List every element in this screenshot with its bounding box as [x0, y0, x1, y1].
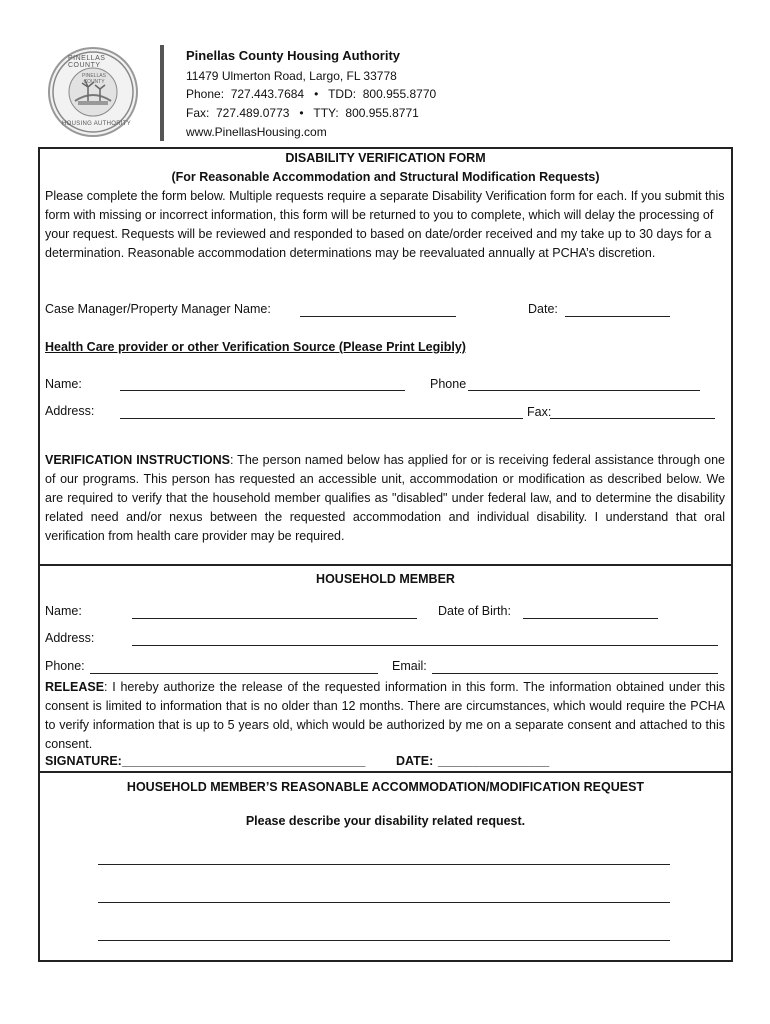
- release-label: RELEASE: [45, 680, 105, 694]
- provider-fax-field[interactable]: [550, 418, 715, 419]
- instructions-text: : The person named below has applied for or is receiving federal assistance through one of our programs. This person has requested an accessible unit, accommodation or modification as described below. We are required to verify that the household member qualifies as "disabled" under federal law, and to determine the disability related need and/or nexus between the requested accommodation and individual disability. I understand that oral verification from health care provider may be required.: [45, 453, 725, 543]
- org-address: 11479 Ulmerton Road, Largo, FL 33778: [186, 69, 397, 83]
- provider-phone-label: Phone: [430, 377, 467, 391]
- household-address-field[interactable]: [132, 645, 718, 646]
- household-heading: HOUSEHOLD MEMBER: [316, 572, 455, 586]
- provider-address-field[interactable]: [120, 418, 523, 419]
- case-manager-date-field[interactable]: [565, 316, 670, 317]
- org-name: Pinellas County Housing Authority: [186, 48, 401, 63]
- form-border: [38, 147, 733, 962]
- household-address-label: Address:: [45, 631, 95, 645]
- household-name-label: Name:: [45, 604, 82, 618]
- household-email-field[interactable]: [432, 673, 718, 674]
- provider-fax-label: Fax:: [527, 405, 552, 419]
- housing-authority-seal: [48, 47, 138, 137]
- household-email-label: Email:: [392, 659, 427, 673]
- header-divider: [160, 45, 164, 141]
- seal-bottom-text: HOUSING AUTHORITY: [62, 121, 132, 127]
- household-name-field[interactable]: [132, 618, 417, 619]
- provider-address-label: Address:: [45, 404, 95, 418]
- form-title: DISABILITY VERIFICATION FORM: [285, 151, 486, 165]
- seal-center-text: PINELLAS COUNTY: [82, 73, 106, 85]
- org-phone: Phone: 727.443.7684 • TDD: 800.955.8770: [186, 87, 437, 101]
- provider-name-label: Name:: [45, 377, 82, 391]
- release-statement: [45, 678, 725, 754]
- release-text: : I hereby authorize the release of the requested information in this form. The information obtained under this consent is limited to information that is no older than 12 months. There are circumstances, which would require the PCHA to verify information that is up to 5 years old, which would be authorized by me on a separate consent and attached to this consent.: [45, 680, 725, 751]
- section-divider-household: [38, 564, 733, 566]
- org-fax: Fax: 727.489.0773 • TTY: 800.955.8771: [186, 106, 419, 120]
- request-line-3[interactable]: [98, 940, 670, 941]
- request-line-2[interactable]: [98, 902, 670, 903]
- provider-heading: Health Care provider or other Verification Source (Please Print Legibly): [45, 340, 466, 354]
- signature-date-label: DATE:: [396, 754, 434, 768]
- request-heading: HOUSEHOLD MEMBER’S REASONABLE ACCOMMODATION/MODIFICATION REQUEST: [126, 780, 645, 794]
- request-line-1[interactable]: [98, 864, 670, 865]
- verification-instructions: [45, 451, 725, 546]
- provider-name-field[interactable]: [120, 390, 405, 391]
- form-subtitle: (For Reasonable Accommodation and Structural Modification Requests): [171, 170, 600, 184]
- case-manager-date-label: Date:: [528, 302, 558, 316]
- case-manager-field[interactable]: [300, 316, 456, 317]
- signature-date-field[interactable]: ________________: [438, 754, 550, 768]
- signature-field[interactable]: ___________________________________: [122, 754, 366, 768]
- case-manager-label: Case Manager/Property Manager Name:: [45, 302, 271, 316]
- request-prompt: Please describe your disability related request.: [245, 814, 526, 828]
- section-divider-request: [38, 771, 733, 773]
- household-phone-field[interactable]: [90, 673, 378, 674]
- household-dob-label: Date of Birth:: [438, 604, 511, 618]
- signature-label: SIGNATURE:: [45, 754, 122, 768]
- provider-phone-field[interactable]: [468, 390, 700, 391]
- household-phone-label: Phone:: [45, 659, 85, 673]
- household-dob-field[interactable]: [523, 618, 658, 619]
- org-website: www.PinellasHousing.com: [186, 125, 327, 139]
- form-intro: Please complete the form below. Multiple requests require a separate Disability Verification form for each. If you submit this form with missing or incorrect information, this form will be returned to you to complete, which will delay the processing of your request. Requests will be reviewed and responded to based on date/order received and my take up to 30 days for a determination. Reasonable accommodation determinations may be reevaluated annually at PCHA’s discretion.: [45, 189, 725, 260]
- seal-top-text: PINELLAS COUNTY: [68, 55, 106, 69]
- instructions-label: VERIFICATION INSTRUCTIONS: [45, 453, 230, 467]
